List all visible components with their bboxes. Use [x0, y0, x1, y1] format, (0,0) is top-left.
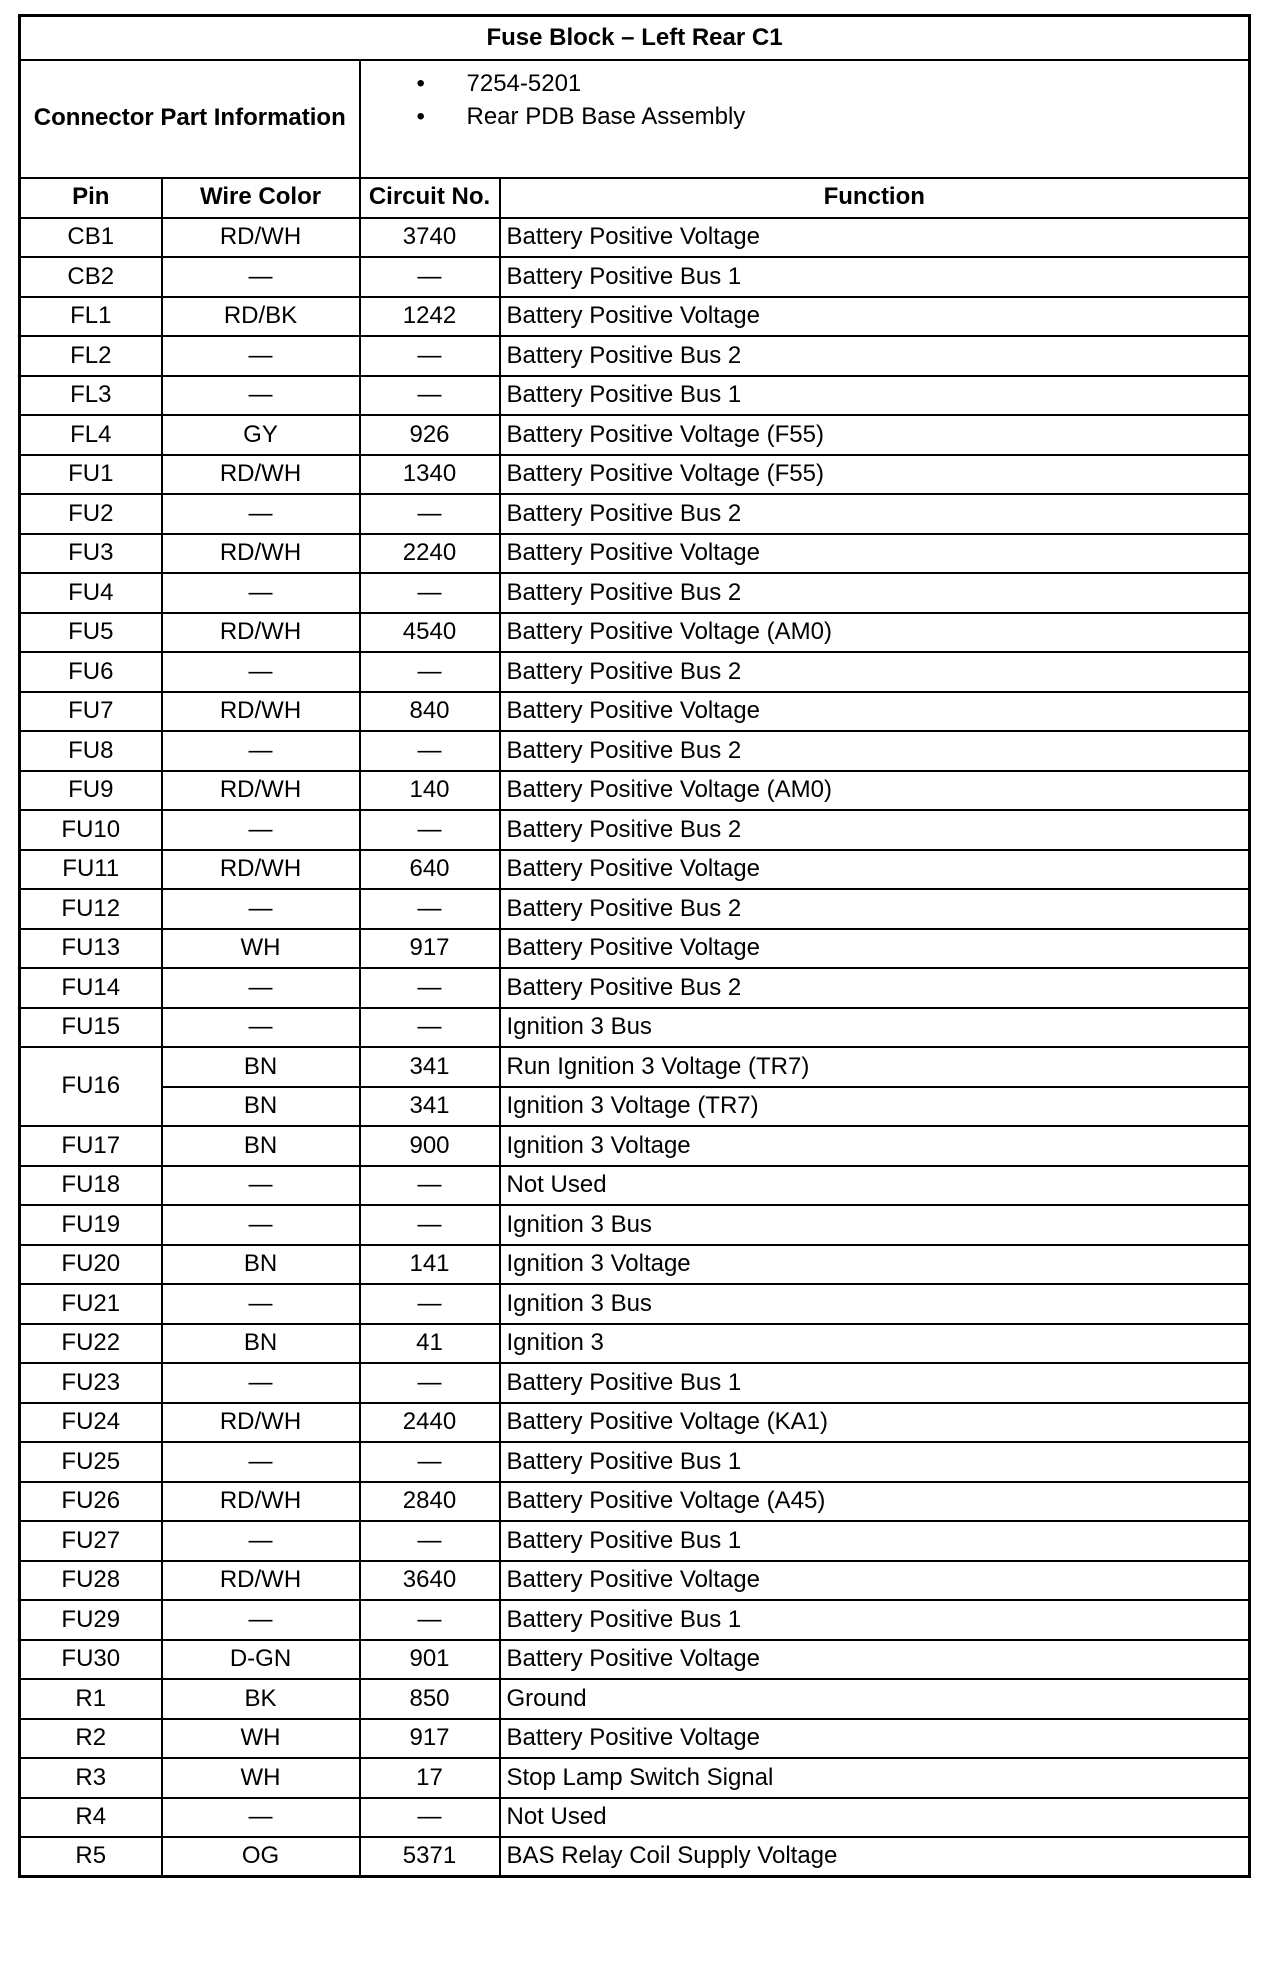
table-row — [20, 1719, 1250, 1759]
function-cell: Battery Positive Voltage — [500, 297, 1250, 337]
wire-color-cell: — — [162, 1521, 360, 1561]
function-cell: Battery Positive Voltage — [500, 850, 1250, 890]
wire-color-cell: — — [162, 257, 360, 297]
column-header-function: Function — [500, 178, 1250, 218]
wire-color-cell: — — [162, 810, 360, 850]
circuit-cell: — — [360, 1521, 500, 1561]
connector-part-description: • Rear PDB Base Assembly — [361, 100, 1249, 133]
connector-document — [18, 14, 1248, 1878]
function-cell: Battery Positive Bus 1 — [500, 1600, 1250, 1640]
pin-cell: FU10 — [20, 810, 162, 850]
column-header-circuit: Circuit No. — [360, 178, 500, 218]
function-cell: Battery Positive Bus 1 — [500, 1363, 1250, 1403]
table-row — [20, 534, 1250, 574]
pin-cell: FU8 — [20, 731, 162, 771]
circuit-cell: — — [360, 1442, 500, 1482]
function-cell: Battery Positive Voltage (AM0) — [500, 771, 1250, 811]
wire-color-cell: — — [162, 376, 360, 416]
pin-cell: FU7 — [20, 692, 162, 732]
function-cell: BAS Relay Coil Supply Voltage — [500, 1837, 1250, 1877]
table-title: Fuse Block – Left Rear C1 — [20, 16, 1250, 60]
table-row — [20, 1561, 1250, 1601]
wire-color-cell: RD/WH — [162, 850, 360, 890]
circuit-cell: 840 — [360, 692, 500, 732]
pin-cell: FU19 — [20, 1205, 162, 1245]
function-cell: Battery Positive Voltage (AM0) — [500, 613, 1250, 653]
wire-color-cell: — — [162, 731, 360, 771]
function-cell: Battery Positive Voltage — [500, 534, 1250, 574]
pin-cell: FU16 — [20, 1047, 162, 1126]
function-cell: Battery Positive Voltage (F55) — [500, 415, 1250, 455]
table-row — [20, 1798, 1250, 1838]
table-row — [20, 1047, 1250, 1087]
pin-cell: FU13 — [20, 929, 162, 969]
function-cell: Battery Positive Voltage — [500, 929, 1250, 969]
circuit-cell: 4540 — [360, 613, 500, 653]
wire-color-cell: — — [162, 336, 360, 376]
table-row — [20, 1521, 1250, 1561]
wire-color-cell: — — [162, 1798, 360, 1838]
table-row — [20, 1482, 1250, 1522]
table-row — [20, 1758, 1250, 1798]
circuit-cell: 3740 — [360, 218, 500, 258]
pin-cell: FL4 — [20, 415, 162, 455]
function-cell: Not Used — [500, 1166, 1250, 1206]
wire-color-cell: RD/WH — [162, 1403, 360, 1443]
function-cell: Battery Positive Bus 2 — [500, 889, 1250, 929]
circuit-cell: — — [360, 968, 500, 1008]
function-cell: Battery Positive Bus 1 — [500, 376, 1250, 416]
function-cell: Battery Positive Voltage — [500, 1640, 1250, 1680]
wire-color-cell: — — [162, 573, 360, 613]
pin-cell: FU11 — [20, 850, 162, 890]
wire-color-cell: WH — [162, 929, 360, 969]
circuit-cell: 900 — [360, 1126, 500, 1166]
function-cell: Battery Positive Voltage (F55) — [500, 455, 1250, 495]
table-row — [20, 1008, 1250, 1048]
circuit-cell: 926 — [360, 415, 500, 455]
circuit-cell: 3640 — [360, 1561, 500, 1601]
wire-color-cell: D-GN — [162, 1640, 360, 1680]
wire-color-cell: — — [162, 889, 360, 929]
pin-cell: CB1 — [20, 218, 162, 258]
table-row — [20, 336, 1250, 376]
function-cell: Battery Positive Bus 1 — [500, 257, 1250, 297]
wire-color-cell: RD/WH — [162, 1561, 360, 1601]
circuit-cell: — — [360, 1798, 500, 1838]
circuit-cell: 640 — [360, 850, 500, 890]
circuit-cell: 41 — [360, 1324, 500, 1364]
table-row — [20, 1245, 1250, 1285]
function-cell: Battery Positive Bus 2 — [500, 494, 1250, 534]
table-row — [20, 415, 1250, 455]
circuit-cell: — — [360, 573, 500, 613]
pin-cell: FU23 — [20, 1363, 162, 1403]
wire-color-cell: RD/WH — [162, 1482, 360, 1522]
wire-color-cell: OG — [162, 1837, 360, 1877]
wire-color-cell: BK — [162, 1679, 360, 1719]
function-cell: Run Ignition 3 Voltage (TR7) — [500, 1047, 1250, 1087]
table-row — [20, 1284, 1250, 1324]
pin-cell: FU12 — [20, 889, 162, 929]
table-row — [20, 889, 1250, 929]
table-row — [20, 1166, 1250, 1206]
function-cell: Ignition 3 Bus — [500, 1008, 1250, 1048]
column-header-wire-color: Wire Color — [162, 178, 360, 218]
pin-cell: FU20 — [20, 1245, 162, 1285]
circuit-cell: — — [360, 1363, 500, 1403]
function-cell: Battery Positive Voltage — [500, 218, 1250, 258]
function-cell: Battery Positive Voltage (A45) — [500, 1482, 1250, 1522]
pin-cell: FU26 — [20, 1482, 162, 1522]
wire-color-cell: — — [162, 1166, 360, 1206]
title-row — [20, 16, 1250, 60]
circuit-cell: 850 — [360, 1679, 500, 1719]
table-row — [20, 731, 1250, 771]
function-cell: Battery Positive Bus 1 — [500, 1521, 1250, 1561]
function-cell: Battery Positive Bus 1 — [500, 1442, 1250, 1482]
function-cell: Battery Positive Bus 2 — [500, 968, 1250, 1008]
table-row — [20, 929, 1250, 969]
circuit-cell: 901 — [360, 1640, 500, 1680]
table-row — [20, 297, 1250, 337]
function-cell: Ignition 3 — [500, 1324, 1250, 1364]
pin-cell: FU29 — [20, 1600, 162, 1640]
table-row — [20, 455, 1250, 495]
wire-color-cell: — — [162, 1284, 360, 1324]
function-cell: Ignition 3 Voltage — [500, 1245, 1250, 1285]
wire-color-cell: — — [162, 1442, 360, 1482]
pin-cell: FU30 — [20, 1640, 162, 1680]
connector-info-label: Connector Part Information — [20, 60, 360, 178]
circuit-cell: — — [360, 1008, 500, 1048]
circuit-cell: 917 — [360, 1719, 500, 1759]
circuit-cell: — — [360, 652, 500, 692]
pin-cell: FU21 — [20, 1284, 162, 1324]
wire-color-cell: BN — [162, 1087, 360, 1127]
column-header-pin: Pin — [20, 178, 162, 218]
table-row — [20, 850, 1250, 890]
function-cell: Battery Positive Bus 2 — [500, 573, 1250, 613]
circuit-cell: — — [360, 1205, 500, 1245]
pin-cell: CB2 — [20, 257, 162, 297]
wire-color-cell: BN — [162, 1126, 360, 1166]
wire-color-cell: GY — [162, 415, 360, 455]
wire-color-cell: RD/WH — [162, 534, 360, 574]
pin-cell: R5 — [20, 1837, 162, 1877]
pin-cell: FU6 — [20, 652, 162, 692]
pin-cell: R2 — [20, 1719, 162, 1759]
table-row — [20, 1324, 1250, 1364]
wire-color-cell: WH — [162, 1758, 360, 1798]
wire-color-cell: — — [162, 1363, 360, 1403]
circuit-cell: — — [360, 731, 500, 771]
table-row — [20, 218, 1250, 258]
table-row — [20, 771, 1250, 811]
pin-cell: FU25 — [20, 1442, 162, 1482]
wire-color-cell: BN — [162, 1047, 360, 1087]
wire-color-cell: — — [162, 494, 360, 534]
wire-color-cell: — — [162, 1008, 360, 1048]
pin-cell: FU18 — [20, 1166, 162, 1206]
wire-color-cell: RD/BK — [162, 297, 360, 337]
function-cell: Battery Positive Bus 2 — [500, 652, 1250, 692]
function-cell: Battery Positive Bus 2 — [500, 336, 1250, 376]
circuit-cell: 17 — [360, 1758, 500, 1798]
circuit-cell: — — [360, 810, 500, 850]
pin-cell: FU24 — [20, 1403, 162, 1443]
table-row — [20, 613, 1250, 653]
table-row — [20, 494, 1250, 534]
pin-cell: FU1 — [20, 455, 162, 495]
column-header-row — [20, 178, 1250, 218]
function-cell: Ignition 3 Voltage (TR7) — [500, 1087, 1250, 1127]
wire-color-cell: BN — [162, 1324, 360, 1364]
circuit-cell: 5371 — [360, 1837, 500, 1877]
circuit-cell: — — [360, 1284, 500, 1324]
circuit-cell: 2240 — [360, 534, 500, 574]
table-row — [20, 1403, 1250, 1443]
circuit-cell: 1242 — [360, 297, 500, 337]
wire-color-cell: BN — [162, 1245, 360, 1285]
table-row — [20, 1679, 1250, 1719]
circuit-cell: 341 — [360, 1047, 500, 1087]
table-row — [20, 376, 1250, 416]
table-row — [20, 573, 1250, 613]
pin-cell: FU15 — [20, 1008, 162, 1048]
wire-color-cell: WH — [162, 1719, 360, 1759]
pin-cell: FU28 — [20, 1561, 162, 1601]
table-row — [20, 810, 1250, 850]
pin-cell: FU2 — [20, 494, 162, 534]
pin-cell: FU14 — [20, 968, 162, 1008]
circuit-cell: — — [360, 376, 500, 416]
wire-color-cell: RD/WH — [162, 771, 360, 811]
pin-cell: FU27 — [20, 1521, 162, 1561]
function-cell: Battery Positive Bus 2 — [500, 810, 1250, 850]
wire-color-cell: — — [162, 968, 360, 1008]
circuit-cell: 917 — [360, 929, 500, 969]
function-cell: Battery Positive Voltage — [500, 692, 1250, 732]
circuit-cell: 1340 — [360, 455, 500, 495]
pin-cell: FU4 — [20, 573, 162, 613]
wire-color-cell: RD/WH — [162, 455, 360, 495]
function-cell: Ignition 3 Bus — [500, 1284, 1250, 1324]
table-row — [20, 1087, 1250, 1127]
function-cell: Ignition 3 Voltage — [500, 1126, 1250, 1166]
table-row — [20, 968, 1250, 1008]
table-row — [20, 1126, 1250, 1166]
pin-cell: R3 — [20, 1758, 162, 1798]
table-row — [20, 1640, 1250, 1680]
connector-part-number: • 7254-5201 — [361, 67, 1249, 100]
function-cell: Battery Positive Voltage — [500, 1719, 1250, 1759]
pin-cell: FU5 — [20, 613, 162, 653]
table-row — [20, 1363, 1250, 1403]
table-row — [20, 257, 1250, 297]
circuit-cell: 341 — [360, 1087, 500, 1127]
table-row — [20, 652, 1250, 692]
function-cell: Stop Lamp Switch Signal — [500, 1758, 1250, 1798]
function-cell: Not Used — [500, 1798, 1250, 1838]
pin-cell: FU17 — [20, 1126, 162, 1166]
circuit-cell: 141 — [360, 1245, 500, 1285]
connector-table — [18, 14, 1251, 1878]
circuit-cell: 2440 — [360, 1403, 500, 1443]
circuit-cell: — — [360, 257, 500, 297]
pin-cell: FU9 — [20, 771, 162, 811]
wire-color-cell: RD/WH — [162, 692, 360, 732]
function-cell: Ignition 3 Bus — [500, 1205, 1250, 1245]
circuit-cell: — — [360, 1600, 500, 1640]
circuit-cell: — — [360, 1166, 500, 1206]
wire-color-cell: — — [162, 1600, 360, 1640]
function-cell: Battery Positive Bus 2 — [500, 731, 1250, 771]
pin-cell: FL3 — [20, 376, 162, 416]
table-row — [20, 692, 1250, 732]
pin-cell: R1 — [20, 1679, 162, 1719]
pin-cell: FL2 — [20, 336, 162, 376]
pin-cell: R4 — [20, 1798, 162, 1838]
table-row — [20, 1205, 1250, 1245]
circuit-cell: — — [360, 336, 500, 376]
table-row — [20, 1600, 1250, 1640]
pin-cell: FU22 — [20, 1324, 162, 1364]
wire-color-cell: — — [162, 652, 360, 692]
connector-info-list — [361, 67, 1249, 133]
wire-color-cell: RD/WH — [162, 613, 360, 653]
table-body — [20, 16, 1250, 1877]
table-row — [20, 1442, 1250, 1482]
table-row — [20, 1837, 1250, 1877]
function-cell: Battery Positive Voltage — [500, 1561, 1250, 1601]
wire-color-cell: — — [162, 1205, 360, 1245]
pin-cell: FU3 — [20, 534, 162, 574]
circuit-cell: 2840 — [360, 1482, 500, 1522]
wire-color-cell: RD/WH — [162, 218, 360, 258]
circuit-cell: — — [360, 494, 500, 534]
connector-info-row — [20, 60, 1250, 178]
circuit-cell: — — [360, 889, 500, 929]
circuit-cell: 140 — [360, 771, 500, 811]
function-cell: Battery Positive Voltage (KA1) — [500, 1403, 1250, 1443]
pin-cell: FL1 — [20, 297, 162, 337]
connector-info-cell — [360, 60, 1250, 178]
function-cell: Ground — [500, 1679, 1250, 1719]
